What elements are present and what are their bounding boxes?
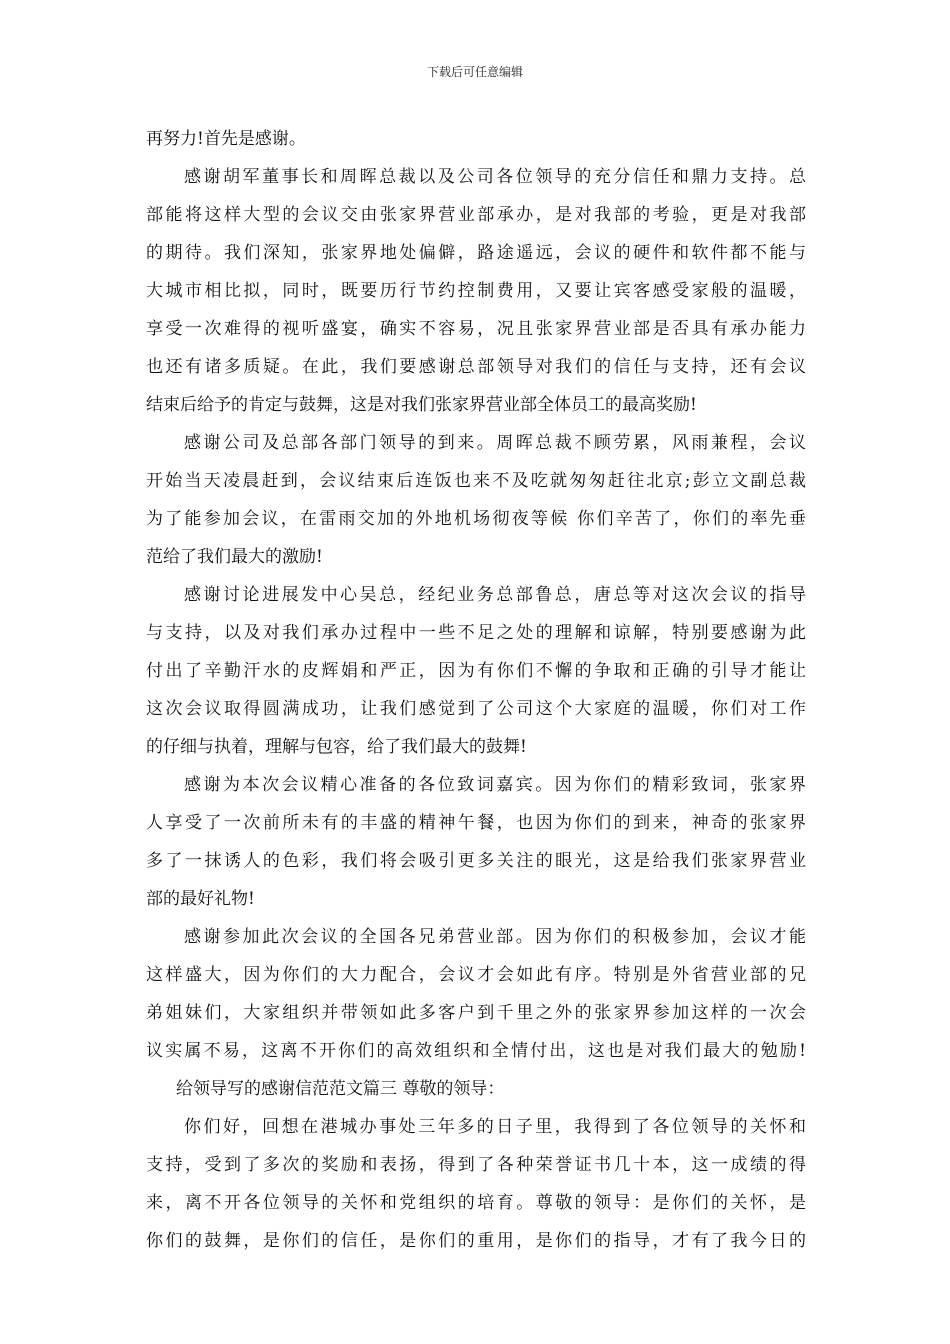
text-line: 享受一次难得的视听盛宴，确实不容易，况且张家界营业部是否具有承办能力 xyxy=(146,319,806,339)
text-line: 部的最好礼物! xyxy=(146,889,255,909)
text-line: 为了能参加会议，在雷雨交加的外地机场彻夜等候 你们辛苦了，你们的率先垂 xyxy=(146,509,806,529)
text-line: 范给了我们最大的激励! xyxy=(146,547,323,567)
text-line: 付出了辛勤汗水的皮辉娟和严正，因为有你们不懈的争取和正确的引导才能让 xyxy=(146,661,806,681)
text-line: 感谢胡军董事长和周晖总裁以及公司各位领导的充分信任和鼎力支持。总 xyxy=(184,167,806,187)
text-line: 你们好，回想在港城办事处三年多的日子里，我得到了各位领导的关怀和 xyxy=(184,1117,806,1137)
text-line: 人享受了一次前所未有的丰盛的精神午餐，也因为你们的到来，神奇的张家界 xyxy=(146,813,806,833)
text-line: 来，离不开各位领导的关怀和党组织的培育。尊敬的领导：是你们的关怀，是 xyxy=(146,1193,806,1213)
text-line: 你们的鼓舞，是你们的信任，是你们的重用，是你们的指导，才有了我今日的 xyxy=(146,1231,806,1251)
text-line: 感谢为本次会议精心准备的各位致词嘉宾。因为你们的精彩致词，张家界 xyxy=(184,775,806,795)
text-line: 的仔细与执着，理解与包容，给了我们最大的鼓舞! xyxy=(146,737,527,757)
text-line: 开始当天凌晨赶到，会议结束后连饭也来不及吃就匆匆赶往北京;彭立文副总裁 xyxy=(146,471,806,491)
text-line: 感谢参加此次会议的全国各兄弟营业部。因为你们的积极参加，会议才能 xyxy=(184,927,806,947)
text-line: 支持，受到了多次的奖励和表扬，得到了各种荣誉证书几十本，这一成绩的得 xyxy=(146,1155,806,1175)
text-line: 的期待。我们深知，张家界地处偏僻，路途遥远，会议的硬件和软件都不能与 xyxy=(146,243,806,263)
text-line: 大城市相比拟，同时，既要历行节约控制费用，又要让宾客感受家般的温暖， xyxy=(146,281,806,301)
text-line: 与支持，以及对我们承办过程中一些不足之处的理解和谅解，特别要感谢为此 xyxy=(146,623,806,643)
text-line: 结束后给予的肯定与鼓舞，这是对我们张家界营业部全体员工的最高奖励! xyxy=(146,395,697,415)
text-line: 多了一抹诱人的色彩，我们将会吸引更多关注的眼光，这是给我们张家界营业 xyxy=(146,851,806,871)
text-line: 再努力!首先是感谢。 xyxy=(146,129,306,149)
text-line: 这次会议取得圆满成功，让我们感觉到了公司这个大家庭的温暖，你们对工作 xyxy=(146,699,806,719)
text-line: 感谢讨论进展发中心吴总，经纪业务总部鲁总，唐总等对这次会议的指导 xyxy=(184,585,806,605)
text-line: 弟姐妹们，大家组织并带领如此多客户到千里之外的张家界参加这样的一次会 xyxy=(146,1003,806,1023)
text-line: 给领导写的感谢信范范文篇三 尊敬的领导： xyxy=(176,1079,505,1099)
page-header-note: 下载后可任意编辑 xyxy=(426,65,523,79)
text-line: 议实属不易，这离不开你们的高效组织和全情付出，这也是对我们最大的勉励! xyxy=(146,1041,806,1061)
text-line: 部能将这样大型的会议交由张家界营业部承办，是对我部的考验，更是对我部 xyxy=(146,205,806,225)
text-line: 这样盛大，因为你们的大力配合，会议才会如此有序。特别是外省营业部的兄 xyxy=(146,965,806,985)
text-line: 感谢公司及总部各部门领导的到来。周晖总裁不顾劳累，风雨兼程，会议 xyxy=(184,433,806,453)
document-body xyxy=(146,120,806,1260)
text-line: 也还有诸多质疑。在此，我们要感谢总部领导对我们的信任与支持，还有会议 xyxy=(146,357,806,377)
